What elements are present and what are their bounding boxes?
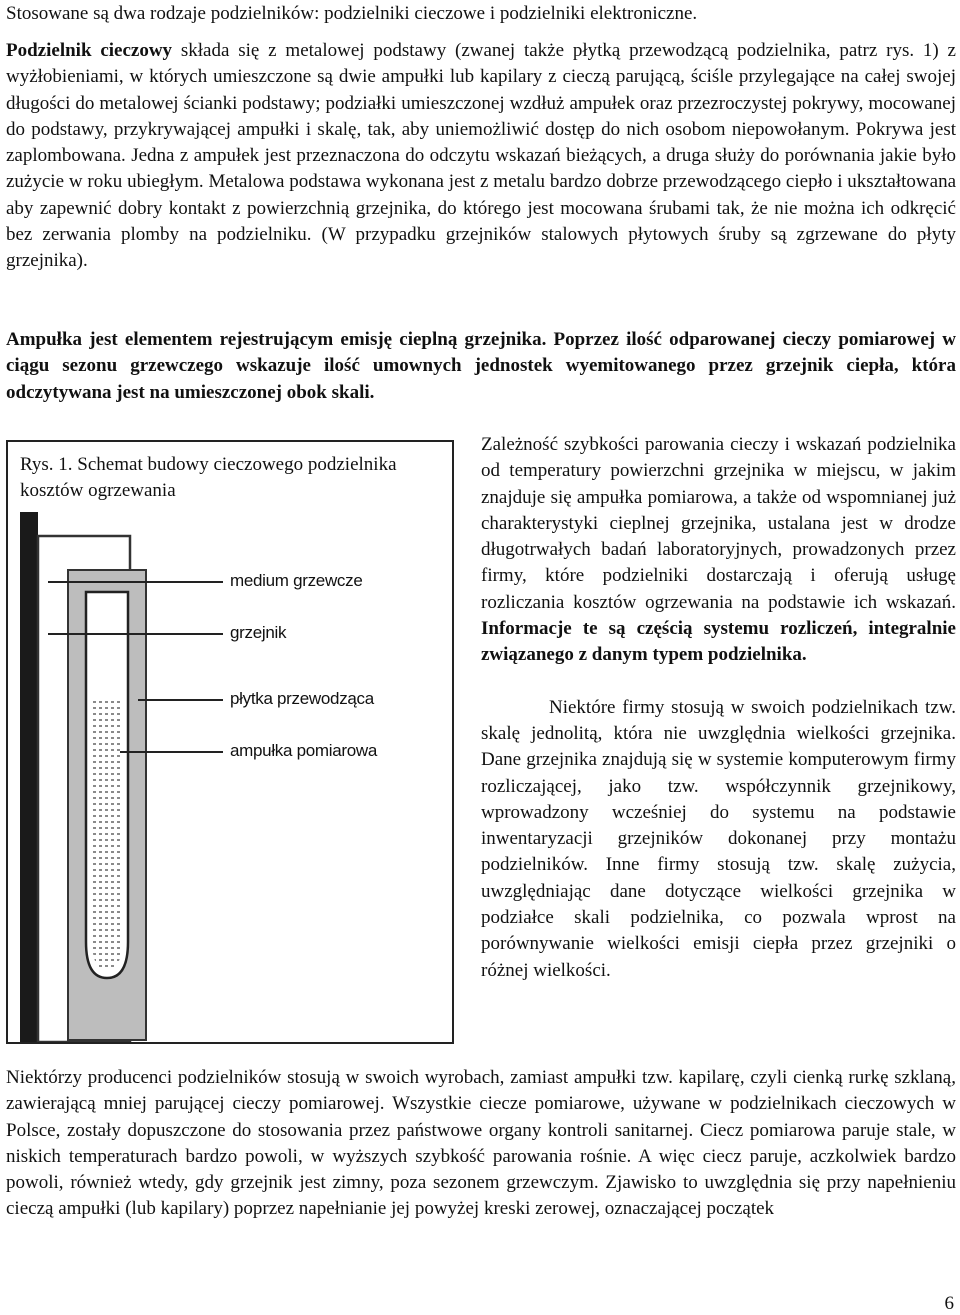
intro-paragraph: Stosowane są dwa rodzaje podzielników: podzielniki cieczowe i podzielniki elektroniczne. — [6, 3, 698, 24]
figure-caption: Rys. 1. Schemat budowy cieczowego podzielnika kosztów ogrzewania — [20, 454, 397, 501]
evaporation-bold: Informacje te są częścią systemu rozliczeń, integralnie związanego z danym typem podzielnika. — [481, 618, 956, 666]
scale-paragraph: Niektóre firmy stosują w swoich podzielnikach tzw. skalę jednolitą, która nie uwzględnia wielkości grzejnika. Dane grzejnika znajdują się w systemie komputerowym firmy rozliczającej, jako tzw. współczynnik grzejnikowy, wprowadzony wcześniej do systemu na podstawie inwentaryzacji grzejników dokonanej przy montażu podzielników. Inne firmy stosują tzw. skalę zużycia, uwzględniając dane dotyczące wielkości grzejnika w podziałce skali podzielnika, co pozwala wprost na porównywanie wielkości emisji ciepła przez grzejniki o różnej wielkości. — [481, 696, 956, 981]
capillary-paragraph: Niektórzy producenci podzielników stosują w swoich wyrobach, zamiast ampułki tzw. kapilarę, czyli cienką rurkę szklaną, zawierającą mniej parującej cieczy pomiarowej. Wszystkie ciecze pomiarowe, używane w podzielnikach cieczowych w Polsce, zostały dopuszczone do stosowania przez państwowe organy kontroli sanitarnej. Ciecz pomiarowa paruje stale, w niskich temperaturach bardzo powoli, w wyższych szybkość parowania rośnie. A więc ciecz paruje, aczkolwiek bardzo powoli, również wtedy, gdy grzejnik jest zimny, poza sezonem grzewczym. Zjawisko to uwzględnia się przy napełnieniu cieczą ampułki (lub kapilary) poprzez napełnianie jej powyżej kreski zerowej, oznaczającej początek — [6, 1067, 956, 1220]
liquid-divider-description: składa się z metalowej podstawy (zwanej także płytką przewodzącą podzielnika, patrz rys. 1) z wyżłobieniami, w których umieszczone są dwie ampułki lub kapilary z cieczą parującą, ściśle przylegające na całej swojej długości do metalowej ścianki podstawy; podziałki umieszczonej wzdłuż ampułek oraz przezroczystej pokrywy, mocowanej do podstawy, przykrywającej ampułki i skalę, tak, aby uniemożliwić dostęp do nich osobom niepowołanym. Pokrywa jest zaplombowana. Jedna z ampułek jest przeznaczona do odczytu wskazań bieżących, a druga służy do porównania jakie było zużycie w roku ubiegłym. Metalowa podstawa wykonana jest z metalu bardzo dobrze przewodzącego ciepło i ukształtowana aby zapewnić dobry kontakt z powierzchnią grzejnika, do którego jest mocowana śrubami tak, że nie można ich odkręcić bez zerwania plomby na podzielniku. (W przypadku grzejników stalowych płytowych śruby są zgrzewane do płyty grzejnika). — [6, 40, 956, 272]
evaporation-text: Zależność szybkości parowania cieczy i wskazań podzielnika od temperatury powierzchni grzejnika w miejscu, w jakim znajduje się ampułka pomiarowa, a także od wspomnianej już charakterystyki cieplnej grzejnika, ustalana jest w drodze długotrwałych badań laboratoryjnych, prowadzonych przez firmy, które podzielniki dostarczają i oferują usługę rozliczania kosztów ogrzewania na podstawie ich wskazań. — [481, 434, 956, 613]
base-plate-shape — [20, 512, 38, 1042]
figure-1 — [6, 440, 454, 1044]
label-radiator: grzejnik — [230, 623, 287, 642]
liquid-divider-paragraph — [6, 38, 956, 275]
liquid-divider-diagram — [8, 442, 452, 1042]
ampoule-statement: Ampułka jest elementem rejestrującym emisję cieplną grzejnika. Poprzez ilość odparowanej cieczy pomiarowej w ciągu sezonu grzewczego wskazuje ilość umownych jednostek wyemitowanego przez grzejnik ciepła, która odczytywana jest na umieszczonej obok skali. — [6, 329, 956, 403]
page-number: 6 — [944, 1293, 954, 1314]
liquid-divider-term: Podzielnik cieczowy — [6, 40, 173, 61]
measuring-liquid-shape — [92, 700, 122, 970]
evaporation-paragraph — [481, 432, 956, 669]
label-medium: medium grzewcze — [230, 571, 363, 590]
label-ampoule: ampułka pomiarowa — [230, 741, 378, 760]
right-column — [481, 432, 956, 984]
label-plate: płytka przewodząca — [230, 689, 374, 708]
